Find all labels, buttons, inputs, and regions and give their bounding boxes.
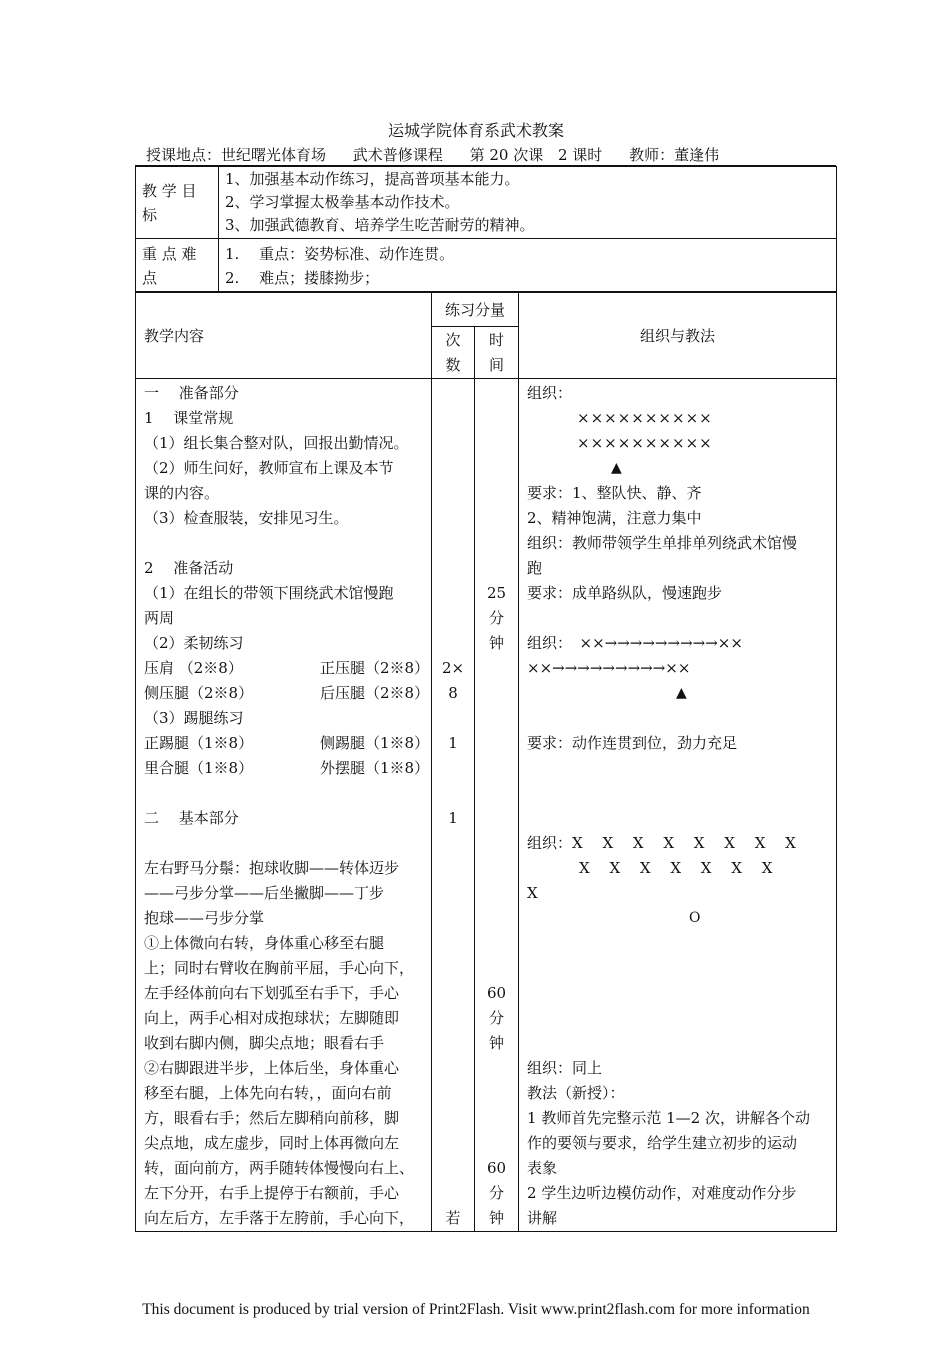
exercise-left: 正踢腿（1※8） <box>144 734 254 752</box>
count-line: 若 <box>445 1209 461 1227</box>
count-line: 1 <box>448 734 458 752</box>
keypoints-label <box>136 239 219 292</box>
time-line: 25 <box>486 584 507 602</box>
header-time <box>475 327 519 379</box>
count-line: 2× <box>441 659 465 677</box>
count-line <box>432 481 474 506</box>
count-line <box>432 831 474 856</box>
org-line <box>519 1006 836 1031</box>
header-count-line: 次 <box>445 330 461 349</box>
count-line <box>432 606 474 631</box>
org-line: 组织： <box>527 384 573 402</box>
content-line: （1）组长集合整对队，回报出勤情况。 <box>144 434 409 452</box>
content-line: 收到右脚内侧，脚尖点地；眼看右手 <box>144 1034 385 1052</box>
count-line <box>432 1131 474 1156</box>
header-load-label: 练习分量 <box>445 301 506 319</box>
count-line <box>432 406 474 431</box>
teacher-triangle-icon: ▲ <box>676 685 687 701</box>
header-content <box>136 293 432 379</box>
goals-table <box>135 166 837 292</box>
org-line <box>519 956 836 981</box>
count-line <box>432 956 474 981</box>
count-line <box>432 756 474 781</box>
time-line: 钟 <box>489 634 505 652</box>
lesson-table <box>135 292 837 1232</box>
count-column <box>432 379 475 1232</box>
content-line <box>136 831 431 856</box>
count-line <box>432 581 474 606</box>
count-line <box>432 531 474 556</box>
org-line: 讲解 <box>527 1209 558 1227</box>
org-line: 2 学生边听边模仿动作，对难度动作分步 <box>527 1184 797 1202</box>
document-title: 运城学院体育系武术教案 <box>387 121 564 140</box>
time-line: 分 <box>489 1009 505 1027</box>
meta-location: 授课地点：世纪曙光体育场 <box>146 146 327 164</box>
org-line <box>519 806 836 831</box>
count-line <box>432 506 474 531</box>
header-org-label: 组织与教法 <box>640 327 716 345</box>
content-line: （2）师生问好，教师宣布上课及本节 <box>144 459 394 477</box>
count-line <box>432 1156 474 1181</box>
content-line: 左右野马分鬃：抱球收脚——转体迈步 <box>144 859 400 877</box>
time-line <box>475 731 518 756</box>
org-line: 组织：同上 <box>527 1059 603 1077</box>
count-line <box>432 1106 474 1131</box>
org-column <box>519 379 837 1232</box>
content-line: 尖点地，成左虚步，同时上体再微向左 <box>144 1134 400 1152</box>
time-line <box>475 956 518 981</box>
keypoints-label-line: 重 点 难 <box>142 245 197 263</box>
content-line: 二 基本部分 <box>144 809 239 827</box>
count-line <box>432 881 474 906</box>
org-line: 表象 <box>527 1159 558 1177</box>
exercise-right: 外摆腿（1※8） <box>320 759 430 777</box>
count-line <box>432 981 474 1006</box>
time-line <box>475 431 518 456</box>
formation-marks: ×××××××××× <box>577 434 713 452</box>
time-line <box>475 381 518 406</box>
goals-label-line: 教 学 目 <box>142 182 197 200</box>
teacher-triangle-icon: ▲ <box>611 460 622 476</box>
time-line <box>475 906 518 931</box>
content-line: 左下分开，右手上提停于右额前，手心 <box>144 1184 400 1202</box>
count-line <box>432 931 474 956</box>
time-line <box>475 856 518 881</box>
content-line: （1）在组长的带领下围绕武术馆慢跑 <box>144 584 394 602</box>
meta-course: 武术普修课程 <box>352 146 443 164</box>
content-line <box>136 531 431 556</box>
header-count <box>432 327 475 379</box>
lesson-meta <box>146 144 741 165</box>
org-line: X X X X X X X <box>579 859 773 877</box>
time-line <box>475 931 518 956</box>
time-line <box>475 806 518 831</box>
keypoints-items <box>219 239 837 292</box>
exercise-left: 侧压腿（2※8） <box>144 684 254 702</box>
exercise-right: 正压腿（2※8） <box>320 659 430 677</box>
content-line: 一 准备部分 <box>144 384 239 402</box>
content-line: 课的内容。 <box>144 484 220 502</box>
meta-hours: 2 课时 <box>558 146 603 164</box>
org-line: 作的要领与要求，给学生建立初步的运动 <box>527 1134 798 1152</box>
header-count-line: 数 <box>445 355 461 374</box>
org-line: 教法（新授）： <box>527 1084 625 1102</box>
org-line: 1 教师首先完整示范 1—2 次，讲解各个动 <box>527 1109 810 1127</box>
body-row <box>136 379 837 1232</box>
teacher-marker-row <box>519 906 836 931</box>
content-line: 左手经体前向右下划弧至右手下，手心 <box>144 984 400 1002</box>
time-line <box>475 531 518 556</box>
content-line: （3）检查服装，安排见习生。 <box>144 509 349 527</box>
content-line: 两周 <box>144 609 175 627</box>
org-line <box>519 981 836 1006</box>
content-line: （3）踢腿练习 <box>144 709 244 727</box>
time-line <box>475 1081 518 1106</box>
count-line <box>432 456 474 481</box>
count-line <box>432 1006 474 1031</box>
org-line: 组织：教师带领学生单排单列绕武术馆慢 <box>527 534 798 552</box>
time-line <box>475 456 518 481</box>
time-line: 钟 <box>489 1034 505 1052</box>
org-line <box>519 706 836 731</box>
count-line <box>432 706 474 731</box>
teacher-marker-row <box>519 681 836 706</box>
content-line: 1 课堂常规 <box>144 409 234 427</box>
time-line <box>475 656 518 681</box>
time-column <box>475 379 519 1232</box>
formation-marks: ×××××××××× <box>577 409 713 427</box>
org-line: 要求：1、整队快、静、齐 <box>527 484 702 502</box>
content-line <box>136 781 431 806</box>
formation-row <box>519 406 836 431</box>
meta-lesson-number: 第 20 次课 <box>469 146 544 164</box>
exercise-left: 里合腿（1※8） <box>144 759 254 777</box>
header-row <box>136 293 837 327</box>
content-line: ②右脚跟进半步，上体后坐，身体重心 <box>144 1059 400 1077</box>
count-line <box>432 1056 474 1081</box>
time-line <box>475 881 518 906</box>
org-line: 组织： ××→→→→→→→→→×× <box>527 634 743 652</box>
count-line: 1 <box>448 809 458 827</box>
content-line: 转，面向前方，两手随转体慢慢向右上、 <box>144 1159 415 1177</box>
exercise-right: 侧踢腿（1※8） <box>320 734 430 752</box>
count-line <box>432 781 474 806</box>
time-line <box>475 556 518 581</box>
time-line: 分 <box>489 1184 505 1202</box>
header-load <box>432 293 519 327</box>
count-line: 8 <box>448 684 458 702</box>
header-content-label: 教学内容 <box>144 327 205 345</box>
org-line <box>519 1031 836 1056</box>
goal-item: 1、加强基本动作练习，提高普项基本能力。 <box>225 170 520 188</box>
teacher-marker-row <box>519 456 836 481</box>
goal-item: 2、学习掌握太极拳基本动作技术。 <box>225 193 460 211</box>
goals-row <box>136 167 837 239</box>
time-line <box>475 681 518 706</box>
time-line <box>475 406 518 431</box>
count-line <box>432 1031 474 1056</box>
org-line: ××→→→→→→→→→×× <box>527 659 691 677</box>
content-line: 向左后方，左手落于左胯前，手心向下， <box>144 1209 415 1227</box>
goals-items <box>219 167 837 239</box>
keypoint-item: 2. 难点；搂膝拗步； <box>225 269 380 287</box>
count-line <box>432 556 474 581</box>
exercise-right: 后压腿（2※8） <box>320 684 430 702</box>
keypoint-item: 1. 重点：姿势标准、动作连贯。 <box>225 245 455 263</box>
count-line <box>432 631 474 656</box>
org-line <box>519 931 836 956</box>
meta-teacher: 教师：董逢伟 <box>629 146 720 164</box>
org-line: 组织：X X X X X X X X <box>527 834 796 852</box>
header-org <box>519 293 837 379</box>
goals-label <box>136 167 219 239</box>
org-line: X <box>527 884 538 902</box>
content-line-pair <box>136 681 431 706</box>
org-line <box>519 756 836 781</box>
teacher-circle-icon: O <box>689 910 701 926</box>
count-line <box>432 856 474 881</box>
header-time-line: 时 <box>489 330 505 349</box>
org-line: 2、精神饱满，注意力集中 <box>527 509 702 527</box>
org-line <box>519 781 836 806</box>
org-line: 要求：动作连贯到位，劲力充足 <box>527 734 738 752</box>
count-line <box>432 431 474 456</box>
exercise-left: 压肩 （2※8） <box>144 659 243 677</box>
time-line: 钟 <box>489 1209 505 1227</box>
time-line: 60 <box>486 984 507 1002</box>
time-line <box>475 481 518 506</box>
org-line <box>519 606 836 631</box>
content-line-pair <box>136 731 431 756</box>
goal-item: 3、加强武德教育、培养学生吃苦耐劳的精神。 <box>225 216 535 234</box>
content-line-pair <box>136 756 431 781</box>
time-line <box>475 1106 518 1131</box>
time-line <box>475 756 518 781</box>
time-line <box>475 1056 518 1081</box>
header-time-line: 间 <box>489 355 505 374</box>
count-line <box>432 1081 474 1106</box>
content-line: ——弓步分掌——后坐撇脚——丁步 <box>144 884 385 902</box>
formation-row <box>519 431 836 456</box>
content-line: 方，眼看右手；然后左脚稍向前移，脚 <box>144 1109 400 1127</box>
time-line: 分 <box>489 609 505 627</box>
time-line <box>475 1131 518 1156</box>
content-line: 上；同时右臂收在胸前平屈，手心向下， <box>144 959 415 977</box>
keypoints-label-line: 点 <box>142 269 158 287</box>
count-line <box>432 906 474 931</box>
content-line: 抱球——弓步分掌 <box>144 909 265 927</box>
time-line <box>475 706 518 731</box>
trial-footer: This document is produced by trial version of Print2Flash. Visit www.print2flash.com for more information <box>142 1301 810 1318</box>
time-line <box>475 831 518 856</box>
content-line: （2）柔韧练习 <box>144 634 244 652</box>
org-line: 跑 <box>527 559 543 577</box>
org-line: 要求：成单路纵队，慢速跑步 <box>527 584 723 602</box>
content-line: ①上体微向右转，身体重心移至右腿 <box>144 934 385 952</box>
goals-label-line: 标 <box>142 206 158 224</box>
content-line: 移至右腿，上体先向右转，，面向右前 <box>144 1084 392 1102</box>
time-line <box>475 781 518 806</box>
time-line: 60 <box>486 1159 507 1177</box>
content-line: 向上，两手心相对成抱球状；左脚随即 <box>144 1009 400 1027</box>
content-line-pair <box>136 656 431 681</box>
keypoints-row <box>136 239 837 292</box>
time-line <box>475 506 518 531</box>
count-line <box>432 381 474 406</box>
content-column <box>136 379 432 1232</box>
content-line: 2 准备活动 <box>144 559 234 577</box>
count-line <box>432 1181 474 1206</box>
